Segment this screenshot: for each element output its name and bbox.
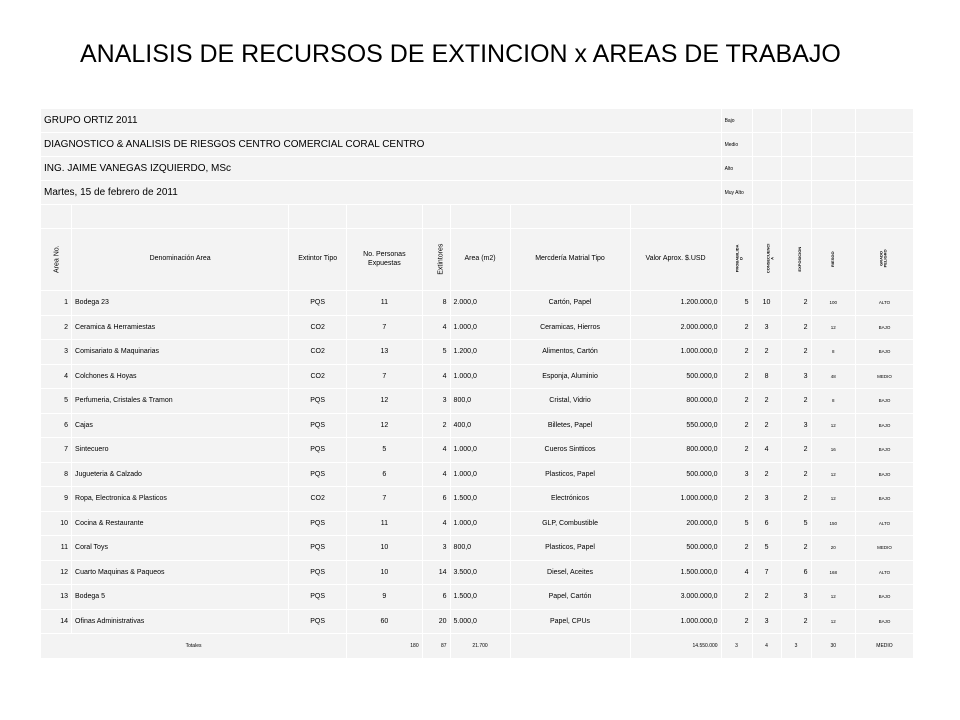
extintor-type-cell: PQS <box>289 511 347 536</box>
totals-empty <box>510 634 630 659</box>
totals-row <box>41 634 914 659</box>
valor-cell: 1.000.000,0 <box>630 609 721 634</box>
totals-grado: MEDIO <box>855 634 913 659</box>
table-row <box>41 291 914 316</box>
consecuencia-cell: 4 <box>752 438 781 463</box>
exposicion-cell: 2 <box>781 315 811 340</box>
area-name-cell: Ceramica & Herramiestas <box>72 315 289 340</box>
table-row <box>41 438 914 463</box>
area-name-cell: Coral Toys <box>72 536 289 561</box>
valor-cell: 1.500.000,0 <box>630 560 721 585</box>
exposicion-cell: 3 <box>781 364 811 389</box>
table-row <box>41 364 914 389</box>
exposicion-cell: 2 <box>781 291 811 316</box>
info-row <box>41 133 914 157</box>
mercaderia-cell: Cartón, Papel <box>510 291 630 316</box>
info-row <box>41 181 914 205</box>
area-number-cell: 8 <box>41 462 72 487</box>
spacer-row <box>41 205 914 229</box>
consecuencia-cell: 2 <box>752 585 781 610</box>
extintor-type-cell: PQS <box>289 389 347 414</box>
extintor-type-cell: PQS <box>289 585 347 610</box>
exposicion-cell: 2 <box>781 609 811 634</box>
area-m2-cell: 2.000,0 <box>450 291 510 316</box>
risk-level-label: Muy Alto <box>721 181 752 205</box>
probabilidad-cell: 2 <box>721 364 752 389</box>
valor-cell: 1.000.000,0 <box>630 340 721 365</box>
riesgo-cell: 150 <box>811 511 855 536</box>
personas-cell: 7 <box>347 315 423 340</box>
exposicion-cell: 6 <box>781 560 811 585</box>
probabilidad-cell: 5 <box>721 291 752 316</box>
probabilidad-cell: 3 <box>721 462 752 487</box>
area-name-cell: Perfumeria, Cristales & Tramon <box>72 389 289 414</box>
table-row <box>41 389 914 414</box>
area-number-cell: 5 <box>41 389 72 414</box>
consecuencia-cell: 2 <box>752 413 781 438</box>
probabilidad-cell: 2 <box>721 487 752 512</box>
area-name-cell: Cajas <box>72 413 289 438</box>
probabilidad-cell: 5 <box>721 511 752 536</box>
valor-cell: 800.000,0 <box>630 389 721 414</box>
valor-cell: 500.000,0 <box>630 536 721 561</box>
area-name-cell: Jugueteria & Calzado <box>72 462 289 487</box>
risk-level-label: Alto <box>721 157 752 181</box>
consecuencia-cell: 3 <box>752 487 781 512</box>
mercaderia-cell: Ceramicas, Hierros <box>510 315 630 340</box>
area-number-cell: 11 <box>41 536 72 561</box>
mercaderia-cell: Diesel, Aceites <box>510 560 630 585</box>
personas-cell: 7 <box>347 487 423 512</box>
totals-label: Totales <box>41 634 347 659</box>
header-extintor-tipo: Extintor Tipo <box>289 229 347 291</box>
table-row <box>41 609 914 634</box>
extintor-type-cell: PQS <box>289 609 347 634</box>
area-m2-cell: 1.000,0 <box>450 462 510 487</box>
area-m2-cell: 1.500,0 <box>450 487 510 512</box>
valor-cell: 500.000,0 <box>630 462 721 487</box>
probabilidad-cell: 2 <box>721 438 752 463</box>
table-row <box>41 511 914 536</box>
totals-area-m2: 21.700 <box>450 634 510 659</box>
extintores-cell: 6 <box>422 487 450 512</box>
area-number-cell: 7 <box>41 438 72 463</box>
table-row <box>41 462 914 487</box>
valor-cell: 1.200.000,0 <box>630 291 721 316</box>
mercaderia-cell: Esponja, Aluminio <box>510 364 630 389</box>
area-name-cell: Cocina & Restaurante <box>72 511 289 536</box>
table-row <box>41 413 914 438</box>
riesgo-cell: 12 <box>811 413 855 438</box>
extintor-type-cell: CO2 <box>289 315 347 340</box>
exposicion-cell: 2 <box>781 389 811 414</box>
riesgo-cell: 12 <box>811 585 855 610</box>
area-name-cell: Colchones & Hoyas <box>72 364 289 389</box>
extintores-cell: 4 <box>422 438 450 463</box>
grado-cell: BAJO <box>855 487 913 512</box>
probabilidad-cell: 2 <box>721 536 752 561</box>
area-name-cell: Cuarto Maquinas & Paqueos <box>72 560 289 585</box>
grado-cell: BAJO <box>855 585 913 610</box>
personas-cell: 13 <box>347 340 423 365</box>
grado-cell: BAJO <box>855 462 913 487</box>
extintor-type-cell: PQS <box>289 560 347 585</box>
header-area-no: Area No. <box>41 229 72 291</box>
exposicion-cell: 2 <box>781 487 811 512</box>
slide-title: ANALISIS DE RECURSOS DE EXTINCION x AREAS DE TRABAJO <box>80 40 841 68</box>
mercaderia-cell: Papel, Cartón <box>510 585 630 610</box>
extintor-type-cell: PQS <box>289 413 347 438</box>
personas-cell: 10 <box>347 536 423 561</box>
area-m2-cell: 1.500,0 <box>450 585 510 610</box>
header-extintores: Extintores <box>422 229 450 291</box>
grado-cell: MEDIO <box>855 364 913 389</box>
header-row <box>41 229 914 291</box>
personas-cell: 11 <box>347 291 423 316</box>
totals-riesgo: 30 <box>811 634 855 659</box>
personas-cell: 5 <box>347 438 423 463</box>
area-number-cell: 10 <box>41 511 72 536</box>
mercaderia-cell: Billetes, Papel <box>510 413 630 438</box>
area-m2-cell: 3.500,0 <box>450 560 510 585</box>
extintores-cell: 4 <box>422 364 450 389</box>
personas-cell: 12 <box>347 413 423 438</box>
header-grado: GRADO PELIGRO <box>855 229 913 291</box>
header-riesgo: RIESGO <box>811 229 855 291</box>
header-mercaderia: Mercdería Matrial Tipo <box>510 229 630 291</box>
area-number-cell: 1 <box>41 291 72 316</box>
probabilidad-cell: 2 <box>721 585 752 610</box>
consecuencia-cell: 8 <box>752 364 781 389</box>
extintores-cell: 4 <box>422 511 450 536</box>
table-row <box>41 487 914 512</box>
diagnosis-title: DIAGNOSTICO & ANALISIS DE RIESGOS CENTRO COMERCIAL CORAL CENTRO <box>41 133 722 157</box>
area-number-cell: 13 <box>41 585 72 610</box>
extintores-cell: 3 <box>422 536 450 561</box>
area-m2-cell: 1.000,0 <box>450 511 510 536</box>
risk-level-label: Medio <box>721 133 752 157</box>
mercaderia-cell: Papel, CPUs <box>510 609 630 634</box>
grado-cell: BAJO <box>855 438 913 463</box>
probabilidad-cell: 2 <box>721 413 752 438</box>
header-personas: No. Personas Expuestas <box>347 229 423 291</box>
area-name-cell: Comisariato & Maquinarias <box>72 340 289 365</box>
info-row <box>41 157 914 181</box>
mercaderia-cell: Alimentos, Cartón <box>510 340 630 365</box>
grado-cell: MEDIO <box>855 536 913 561</box>
area-number-cell: 14 <box>41 609 72 634</box>
probabilidad-cell: 2 <box>721 315 752 340</box>
extintor-type-cell: PQS <box>289 462 347 487</box>
riesgo-cell: 16 <box>811 438 855 463</box>
info-row <box>41 109 914 133</box>
riesgo-cell: 12 <box>811 462 855 487</box>
mercaderia-cell: GLP, Combustible <box>510 511 630 536</box>
area-number-cell: 2 <box>41 315 72 340</box>
riesgo-cell: 12 <box>811 609 855 634</box>
header-consecuencia: CONSECUENCI A <box>752 229 781 291</box>
area-name-cell: Ofinas Administrativas <box>72 609 289 634</box>
consecuencia-cell: 3 <box>752 609 781 634</box>
riesgo-cell: 8 <box>811 340 855 365</box>
mercaderia-cell: Cristal, Vidrio <box>510 389 630 414</box>
mercaderia-cell: Plasticos, Papel <box>510 536 630 561</box>
riesgo-cell: 8 <box>811 389 855 414</box>
grado-cell: ALTO <box>855 291 913 316</box>
area-m2-cell: 800,0 <box>450 536 510 561</box>
area-m2-cell: 1.200,0 <box>450 340 510 365</box>
area-m2-cell: 5.000,0 <box>450 609 510 634</box>
extintores-cell: 4 <box>422 462 450 487</box>
area-m2-cell: 1.000,0 <box>450 315 510 340</box>
extintores-cell: 6 <box>422 585 450 610</box>
riesgo-cell: 100 <box>811 291 855 316</box>
risk-level-label: Bajo <box>721 109 752 133</box>
totals-exposicion: 3 <box>781 634 811 659</box>
company-name: GRUPO ORTIZ 2011 <box>41 109 722 133</box>
consecuencia-cell: 2 <box>752 389 781 414</box>
area-m2-cell: 800,0 <box>450 389 510 414</box>
table-row <box>41 560 914 585</box>
extintores-cell: 3 <box>422 389 450 414</box>
area-number-cell: 12 <box>41 560 72 585</box>
exposicion-cell: 2 <box>781 438 811 463</box>
extintores-cell: 5 <box>422 340 450 365</box>
probabilidad-cell: 4 <box>721 560 752 585</box>
valor-cell: 500.000,0 <box>630 364 721 389</box>
riesgo-cell: 168 <box>811 560 855 585</box>
extintores-cell: 8 <box>422 291 450 316</box>
table-row <box>41 340 914 365</box>
extintor-type-cell: PQS <box>289 536 347 561</box>
riesgo-cell: 12 <box>811 487 855 512</box>
extintor-type-cell: PQS <box>289 438 347 463</box>
area-name-cell: Bodega 5 <box>72 585 289 610</box>
consecuencia-cell: 2 <box>752 340 781 365</box>
table-row <box>41 585 914 610</box>
personas-cell: 11 <box>347 511 423 536</box>
exposicion-cell: 3 <box>781 585 811 610</box>
mercaderia-cell: Cueros Sintticos <box>510 438 630 463</box>
consecuencia-cell: 3 <box>752 315 781 340</box>
valor-cell: 200.000,0 <box>630 511 721 536</box>
personas-cell: 7 <box>347 364 423 389</box>
report-date: Martes, 15 de febrero de 2011 <box>41 181 722 205</box>
consecuencia-cell: 7 <box>752 560 781 585</box>
valor-cell: 1.000.000,0 <box>630 487 721 512</box>
risk-analysis-table <box>40 108 914 659</box>
totals-consecuencia: 4 <box>752 634 781 659</box>
riesgo-cell: 12 <box>811 315 855 340</box>
table-row <box>41 315 914 340</box>
exposicion-cell: 2 <box>781 536 811 561</box>
table-row <box>41 536 914 561</box>
header-probabilidad: PROBABILIDA D <box>721 229 752 291</box>
extintor-type-cell: CO2 <box>289 340 347 365</box>
totals-personas: 180 <box>347 634 423 659</box>
totals-valor: 14.550.000 <box>630 634 721 659</box>
riesgo-cell: 20 <box>811 536 855 561</box>
grado-cell: BAJO <box>855 315 913 340</box>
totals-extintores: 87 <box>422 634 450 659</box>
extintores-cell: 14 <box>422 560 450 585</box>
personas-cell: 6 <box>347 462 423 487</box>
probabilidad-cell: 2 <box>721 340 752 365</box>
personas-cell: 9 <box>347 585 423 610</box>
area-m2-cell: 1.000,0 <box>450 438 510 463</box>
valor-cell: 3.000.000,0 <box>630 585 721 610</box>
area-number-cell: 4 <box>41 364 72 389</box>
consecuencia-cell: 10 <box>752 291 781 316</box>
valor-cell: 550.000,0 <box>630 413 721 438</box>
area-m2-cell: 400,0 <box>450 413 510 438</box>
header-exposicion: EXPOSICION <box>781 229 811 291</box>
area-number-cell: 9 <box>41 487 72 512</box>
grado-cell: BAJO <box>855 389 913 414</box>
consecuencia-cell: 6 <box>752 511 781 536</box>
grado-cell: ALTO <box>855 511 913 536</box>
area-name-cell: Sintecuero <box>72 438 289 463</box>
consecuencia-cell: 2 <box>752 462 781 487</box>
valor-cell: 800.000,0 <box>630 438 721 463</box>
extintores-cell: 4 <box>422 315 450 340</box>
grado-cell: BAJO <box>855 340 913 365</box>
grado-cell: BAJO <box>855 413 913 438</box>
extintor-type-cell: PQS <box>289 291 347 316</box>
header-valor: Valor Aprox. $.USD <box>630 229 721 291</box>
valor-cell: 2.000.000,0 <box>630 315 721 340</box>
exposicion-cell: 5 <box>781 511 811 536</box>
header-denominacion: Denominación Area <box>72 229 289 291</box>
personas-cell: 10 <box>347 560 423 585</box>
personas-cell: 12 <box>347 389 423 414</box>
exposicion-cell: 2 <box>781 340 811 365</box>
extintores-cell: 20 <box>422 609 450 634</box>
mercaderia-cell: Plasticos, Papel <box>510 462 630 487</box>
area-name-cell: Ropa, Electronica & Plasticos <box>72 487 289 512</box>
mercaderia-cell: Electrónicos <box>510 487 630 512</box>
riesgo-cell: 48 <box>811 364 855 389</box>
totals-probabilidad: 3 <box>721 634 752 659</box>
exposicion-cell: 2 <box>781 462 811 487</box>
grado-cell: BAJO <box>855 609 913 634</box>
grado-cell: ALTO <box>855 560 913 585</box>
engineer-name: ING. JAIME VANEGAS IZQUIERDO, MSc <box>41 157 722 181</box>
area-number-cell: 6 <box>41 413 72 438</box>
extintores-cell: 2 <box>422 413 450 438</box>
area-name-cell: Bodega 23 <box>72 291 289 316</box>
exposicion-cell: 3 <box>781 413 811 438</box>
personas-cell: 60 <box>347 609 423 634</box>
extintor-type-cell: CO2 <box>289 364 347 389</box>
header-area-m2: Area (m2) <box>450 229 510 291</box>
probabilidad-cell: 2 <box>721 609 752 634</box>
area-number-cell: 3 <box>41 340 72 365</box>
area-m2-cell: 1.000,0 <box>450 364 510 389</box>
probabilidad-cell: 2 <box>721 389 752 414</box>
consecuencia-cell: 5 <box>752 536 781 561</box>
extintor-type-cell: CO2 <box>289 487 347 512</box>
